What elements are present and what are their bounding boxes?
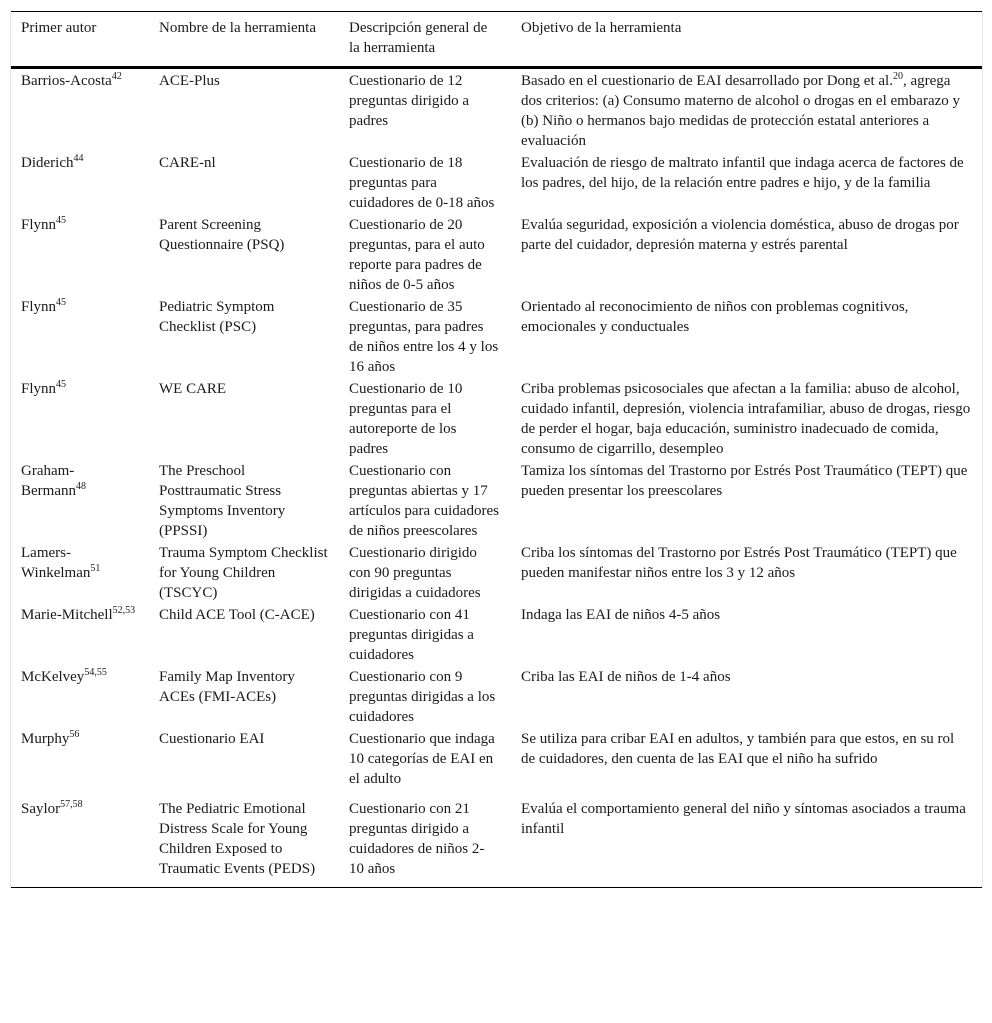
author-cell bbox=[11, 214, 149, 296]
header-objetivo: Objetivo de la herramienta bbox=[521, 20, 682, 36]
table-row bbox=[11, 68, 982, 153]
objective-cell bbox=[511, 68, 982, 153]
tool-name-cell: CARE-nl bbox=[159, 155, 216, 171]
description-cell: Cuestionario con 21 preguntas dirigido a cuidadores de niños 2-10 años bbox=[349, 801, 485, 877]
reference-superscript: 56 bbox=[69, 729, 80, 740]
objective-cell: Evaluación de riesgo de maltrato infantil que indaga acerca de factores de los padres, del hijo, de la relación entre padres e hijo, y de la familia bbox=[521, 155, 964, 191]
reference-superscript: 48 bbox=[75, 481, 86, 492]
table-row bbox=[11, 296, 982, 378]
objective-cell: Indaga las EAI de niños 4-5 años bbox=[521, 607, 721, 623]
objective-cell: Evalúa seguridad, exposición a violencia doméstica, abuso de drogas por parte del cuidador, depresión materna y estrés parental bbox=[521, 217, 959, 253]
author-cell bbox=[11, 68, 149, 153]
objective-cell: Orientado al reconocimiento de niños con problemas cognitivos, emocionales y conductuales bbox=[521, 299, 909, 335]
objective-cell: Se utiliza para cribar EAI en adultos, y también para que estos, en su rol de cuidadores, den cuenta de las EAI que el niño ha sufrido bbox=[521, 731, 955, 767]
reference-superscript: 57,58 bbox=[60, 799, 83, 810]
author-name: Diderich bbox=[21, 155, 74, 171]
author-cell bbox=[11, 666, 149, 728]
objective-cell: Criba los síntomas del Trastorno por Estrés Post Traumático (TEPT) que pueden manifestar niños entre los 3 y 12 años bbox=[521, 545, 957, 581]
header-row bbox=[11, 12, 982, 68]
description-cell: Cuestionario de 18 preguntas para cuidadores de 0-18 años bbox=[349, 155, 495, 211]
description-cell: Cuestionario con preguntas abiertas y 17 artículos para cuidadores de niños preescolares bbox=[349, 463, 499, 539]
description-cell: Cuestionario de 35 preguntas, para padres de niños entre los 4 y los 16 años bbox=[349, 299, 499, 375]
table-header bbox=[11, 12, 982, 68]
description-cell: Cuestionario de 10 preguntas para el autoreporte de los padres bbox=[349, 381, 463, 457]
tool-name-cell: WE CARE bbox=[159, 381, 227, 397]
objective-cell: Tamiza los síntomas del Trastorno por Estrés Post Traumático (TEPT) que pueden presentar los preescolares bbox=[521, 463, 968, 499]
table-body bbox=[11, 68, 982, 888]
description-cell: Cuestionario dirigido con 90 preguntas dirigidas a cuidadores bbox=[349, 545, 481, 601]
header-primer-autor: Primer autor bbox=[21, 20, 97, 36]
table-row bbox=[11, 378, 982, 460]
author-name: McKelvey bbox=[21, 669, 85, 685]
description-cell: Cuestionario con 41 preguntas dirigidas a cuidadores bbox=[349, 607, 474, 663]
objective-text: Basado en el cuestionario de EAI desarrollado por Dong et al. bbox=[521, 73, 893, 89]
description-cell: Cuestionario de 20 preguntas, para el auto reporte para padres de niños de 0-5 años bbox=[349, 217, 485, 293]
author-name: Flynn bbox=[21, 217, 57, 233]
tools-table bbox=[11, 11, 982, 888]
author-name: Saylor bbox=[21, 801, 61, 817]
tool-name-cell: The Pediatric Emotional Distress Scale for Young Children Exposed to Traumatic Events (PEDS) bbox=[159, 801, 316, 877]
author-name: Flynn bbox=[21, 381, 57, 397]
reference-superscript: 42 bbox=[111, 71, 122, 82]
objective-cell: Evalúa el comportamiento general del niño y síntomas asociados a trauma infantil bbox=[521, 801, 966, 837]
tool-name-cell: Family Map Inventory ACEs (FMI-ACEs) bbox=[159, 669, 295, 705]
objective-text-tail: , agrega dos criterios: (a) Consumo materno de alcohol o drogas en el embarazo y (b) Niño o hermanos bajo medidas de protección estatal anteriores a evaluación bbox=[521, 73, 961, 149]
table-row bbox=[11, 542, 982, 604]
reference-superscript: 51 bbox=[90, 563, 101, 574]
tool-name-cell: Child ACE Tool (C-ACE) bbox=[159, 607, 315, 623]
author-name: Flynn bbox=[21, 299, 57, 315]
author-cell bbox=[11, 790, 149, 888]
tool-name-cell: Pediatric Symptom Checklist (PSC) bbox=[159, 299, 275, 335]
reference-superscript: 54,55 bbox=[84, 667, 107, 678]
author-cell bbox=[11, 378, 149, 460]
tool-name-cell: Trauma Symptom Checklist for Young Children (TSCYC) bbox=[159, 545, 328, 601]
author-cell bbox=[11, 542, 149, 604]
description-cell: Cuestionario de 12 preguntas dirigido a padres bbox=[349, 73, 469, 129]
author-name: Murphy bbox=[21, 731, 70, 747]
table-row bbox=[11, 666, 982, 728]
author-name: Lamers-Winkelman bbox=[21, 545, 91, 581]
table-container bbox=[10, 11, 983, 888]
table-row bbox=[11, 152, 982, 214]
author-cell bbox=[11, 152, 149, 214]
table-row bbox=[11, 214, 982, 296]
author-name: Graham-Bermann bbox=[21, 463, 76, 499]
table-row bbox=[11, 460, 982, 542]
author-cell bbox=[11, 728, 149, 790]
author-cell bbox=[11, 604, 149, 666]
author-cell bbox=[11, 460, 149, 542]
tool-name-cell: ACE-Plus bbox=[159, 73, 220, 89]
objective-cell: Criba problemas psicosociales que afectan a la familia: abuso de alcohol, cuidado infantil, depresión, violencia intrafamiliar, abuso de drogas, riesgo de perder el hogar, baja educación, suministro inadecuado de comida, consumo de cigarrillo, desempleo bbox=[521, 381, 971, 457]
author-name: Marie-Mitchell bbox=[21, 607, 113, 623]
objective-cell: Criba las EAI de niños de 1-4 años bbox=[521, 669, 731, 685]
tool-name-cell: Cuestionario EAI bbox=[159, 731, 265, 747]
table-row bbox=[11, 728, 982, 790]
author-cell bbox=[11, 296, 149, 378]
reference-superscript: 52,53 bbox=[112, 605, 136, 616]
tool-name-cell: The Preschool Posttraumatic Stress Symptoms Inventory (PPSSI) bbox=[159, 463, 286, 539]
reference-superscript: 44 bbox=[73, 153, 84, 164]
description-cell: Cuestionario con 9 preguntas dirigidas a los cuidadores bbox=[349, 669, 496, 725]
header-nombre-herramienta: Nombre de la herramienta bbox=[159, 20, 317, 36]
reference-superscript: 45 bbox=[56, 215, 67, 226]
description-cell: Cuestionario que indaga 10 categorías de EAI en el adulto bbox=[349, 731, 495, 787]
tool-name-cell: Parent Screening Questionnaire (PSQ) bbox=[159, 217, 285, 253]
header-descripcion: Descripción general de la herramienta bbox=[349, 20, 488, 56]
reference-superscript: 20 bbox=[892, 71, 903, 82]
reference-superscript: 45 bbox=[56, 297, 67, 308]
author-name: Barrios-Acosta bbox=[21, 73, 112, 89]
reference-superscript: 45 bbox=[56, 379, 67, 390]
table-row bbox=[11, 790, 982, 888]
table-row bbox=[11, 604, 982, 666]
